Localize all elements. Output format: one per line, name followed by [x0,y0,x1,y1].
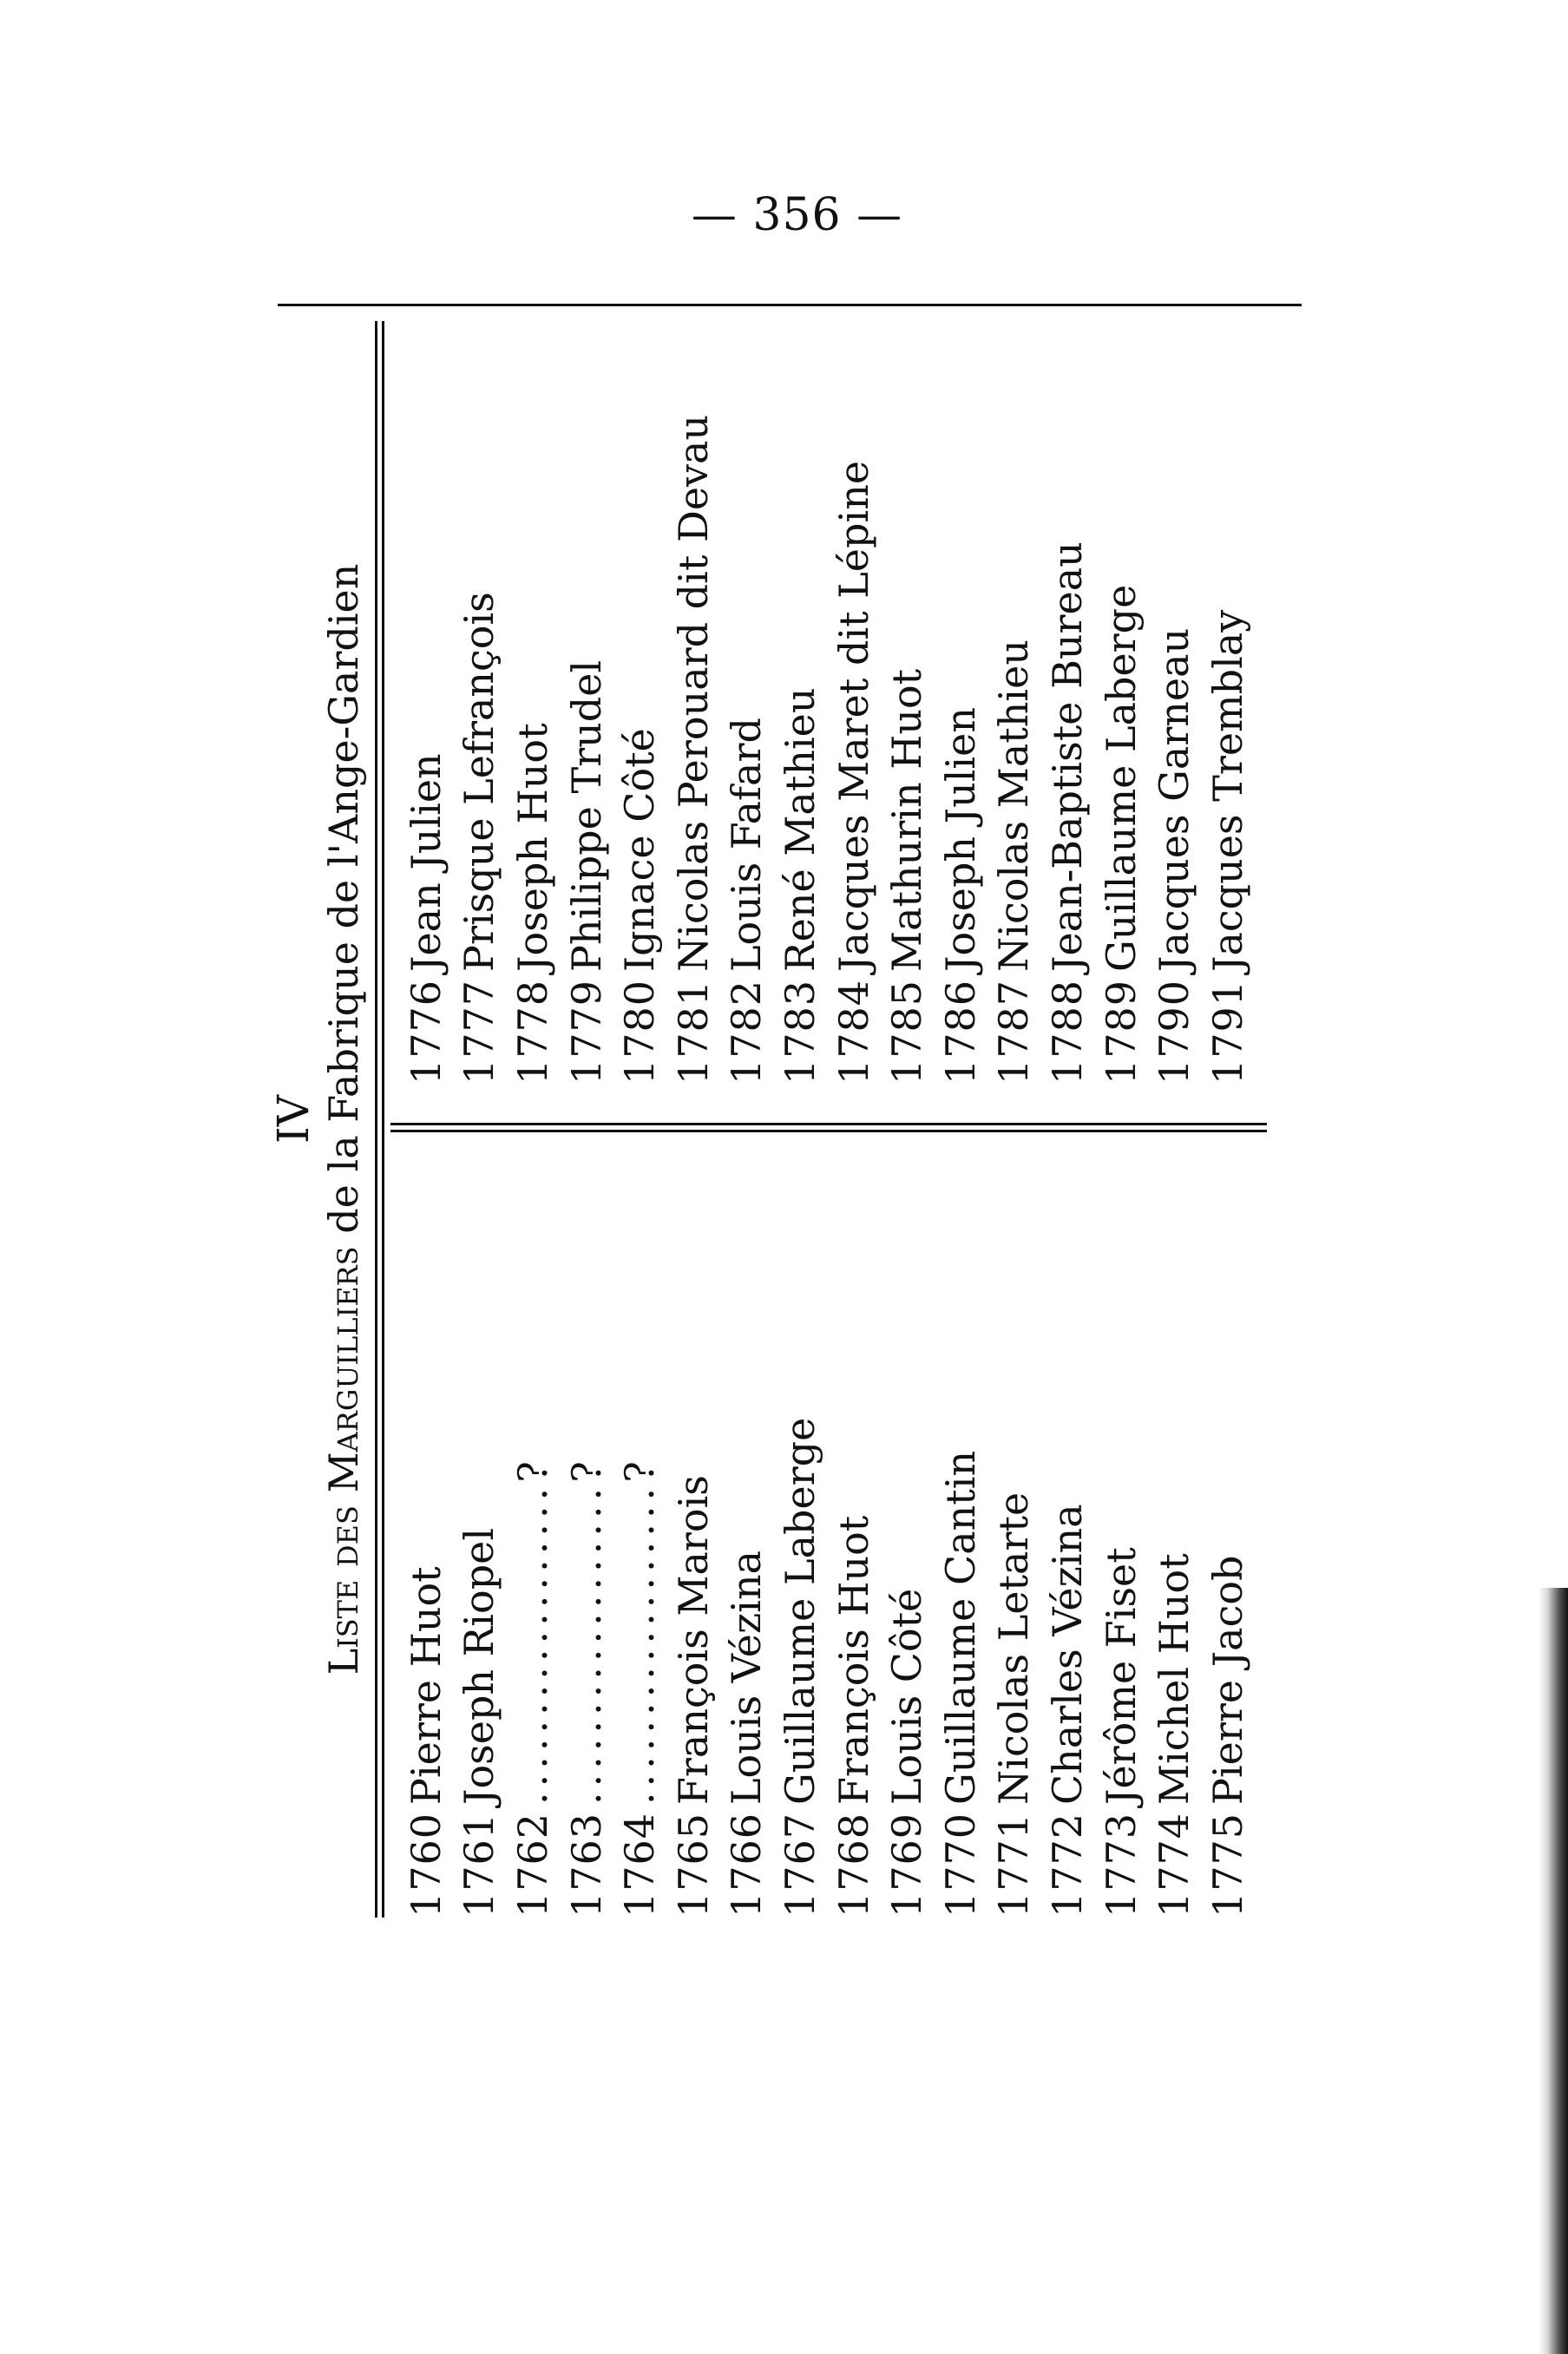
table-row [399,1137,453,1918]
page-number: — 356 — [691,189,903,241]
table-row [613,1137,666,1918]
scan-edge-shadow [1538,1588,1568,2354]
header-double-rule-top [375,321,377,1918]
year-cell: 1785 [883,979,931,1085]
column-divider-left [390,1130,1267,1132]
name-cell: Prisque Lefrançois [456,592,503,972]
name-cell: Louis Côté [883,1588,931,1805]
table-row [560,321,613,1085]
name-cell: Jean Julien [402,753,449,972]
year-cell: 1769 [883,1812,931,1918]
table-row [1201,1137,1255,1918]
name-cell: François Huot [830,1515,877,1805]
table-row [773,1137,827,1918]
name-cell: Jérôme Fiset [1097,1547,1145,1805]
name-cell: Nicolas Mathieu [990,639,1038,972]
table-row [666,1137,720,1918]
year-cell: 1775 [1204,1812,1251,1918]
year-cell: 1778 [508,979,556,1085]
table-row [1094,321,1148,1085]
name-cell: Joseph Julien [936,707,984,972]
table-row [666,321,720,1085]
name-cell: Jacques Tremblay [1204,609,1251,972]
table-row [1147,1137,1201,1918]
table-row [1040,1137,1094,1918]
header-double-rule-bottom [382,321,384,1918]
year-cell: 1777 [456,979,503,1085]
year-cell: 1760 [402,1812,449,1918]
table-row [613,321,666,1085]
year-cell: 1786 [936,979,984,1085]
year-cell: 1789 [1097,979,1145,1085]
year-cell: 1790 [1151,979,1198,1085]
table-row [827,321,881,1085]
name-cell: Nicolas Perouard dit Devau [669,414,717,972]
column-divider-right [390,1123,1267,1125]
year-cell: 1761 [456,1812,503,1918]
year-cell: 1776 [402,979,449,1085]
table-row [1094,1137,1148,1918]
table-row [720,1137,774,1918]
year-cell: 1788 [1043,979,1091,1085]
table-row [506,1137,560,1918]
table-row [934,1137,987,1918]
table-row [560,1137,613,1918]
table-row [453,321,507,1085]
list-title [319,321,368,1918]
name-cell: Charles Vézina [1043,1504,1091,1805]
left-column-table [399,1137,1255,1918]
year-cell: 1770 [936,1812,984,1918]
year-cell: 1765 [669,1812,717,1918]
name-cell: ..................? [616,1456,664,1805]
name-cell: Philippe Trudel [562,659,610,972]
name-cell: Jacques Garneau [1151,627,1198,972]
name-cell: Guillaume Laberge [1097,584,1145,972]
table-row [1040,321,1094,1085]
year-cell: 1762 [508,1812,556,1918]
name-cell: Guillaume Laberge [776,1417,823,1805]
table-row [453,1137,507,1918]
table-row [987,1137,1041,1918]
name-cell: Mathurin Huot [883,668,931,972]
name-cell: Nicolas Letarte [990,1492,1038,1805]
year-cell: 1784 [830,979,877,1085]
name-cell: ..................? [562,1456,610,1805]
name-cell: Guillaume Cantin [936,1450,984,1805]
table-row [506,321,560,1085]
table-row [880,1137,934,1918]
table-row [1201,321,1255,1085]
name-cell: François Marois [669,1475,717,1805]
year-cell: 1779 [562,979,610,1085]
table-row [720,321,774,1085]
name-cell: Pierre Jacob [1204,1555,1251,1805]
name-cell: Jean-Baptiste Bureau [1043,541,1091,972]
name-cell: Louis Fafard [723,718,771,972]
list-title-rest: de la Fabrique de l'Ange-Gardien [320,563,367,1247]
year-cell: 1764 [616,1812,664,1918]
name-cell: Joseph Riopel [456,1527,503,1805]
table-row [1147,321,1201,1085]
year-cell: 1768 [830,1812,877,1918]
rotated-table-block [269,321,1302,1918]
name-cell: René Mathieu [776,687,823,972]
year-cell: 1773 [1097,1812,1145,1918]
name-cell: Jacques Maret dit Lépine [830,460,877,972]
year-cell: 1787 [990,979,1038,1085]
year-cell: 1771 [990,1812,1038,1918]
table-row [987,321,1041,1085]
table-row [880,321,934,1085]
year-cell: 1772 [1043,1812,1091,1918]
table-row [827,1137,881,1918]
name-cell: ..................? [508,1456,556,1805]
table-row [934,321,987,1085]
year-cell: 1766 [723,1812,771,1918]
right-column-table [399,321,1255,1085]
rotated-content [269,321,1302,1918]
section-heading: IV [268,1095,318,1144]
year-cell: 1763 [562,1812,610,1918]
name-cell: Louis Vézina [723,1550,771,1805]
year-cell: 1780 [616,979,664,1085]
year-cell: 1774 [1151,1812,1198,1918]
year-cell: 1783 [776,979,823,1085]
table-row [399,321,453,1085]
list-title-small-caps: Liste des Marguilliers [320,1246,367,1675]
table-row [773,321,827,1085]
top-rule [278,304,1302,306]
name-cell: Pierre Huot [402,1566,449,1805]
name-cell: Michel Huot [1151,1553,1198,1805]
year-cell: 1791 [1204,979,1251,1085]
year-cell: 1782 [723,979,771,1085]
name-cell: Ignace Côté [616,728,664,972]
name-cell: Joseph Huot [508,723,556,972]
year-cell: 1781 [669,979,717,1085]
year-cell: 1767 [776,1812,823,1918]
